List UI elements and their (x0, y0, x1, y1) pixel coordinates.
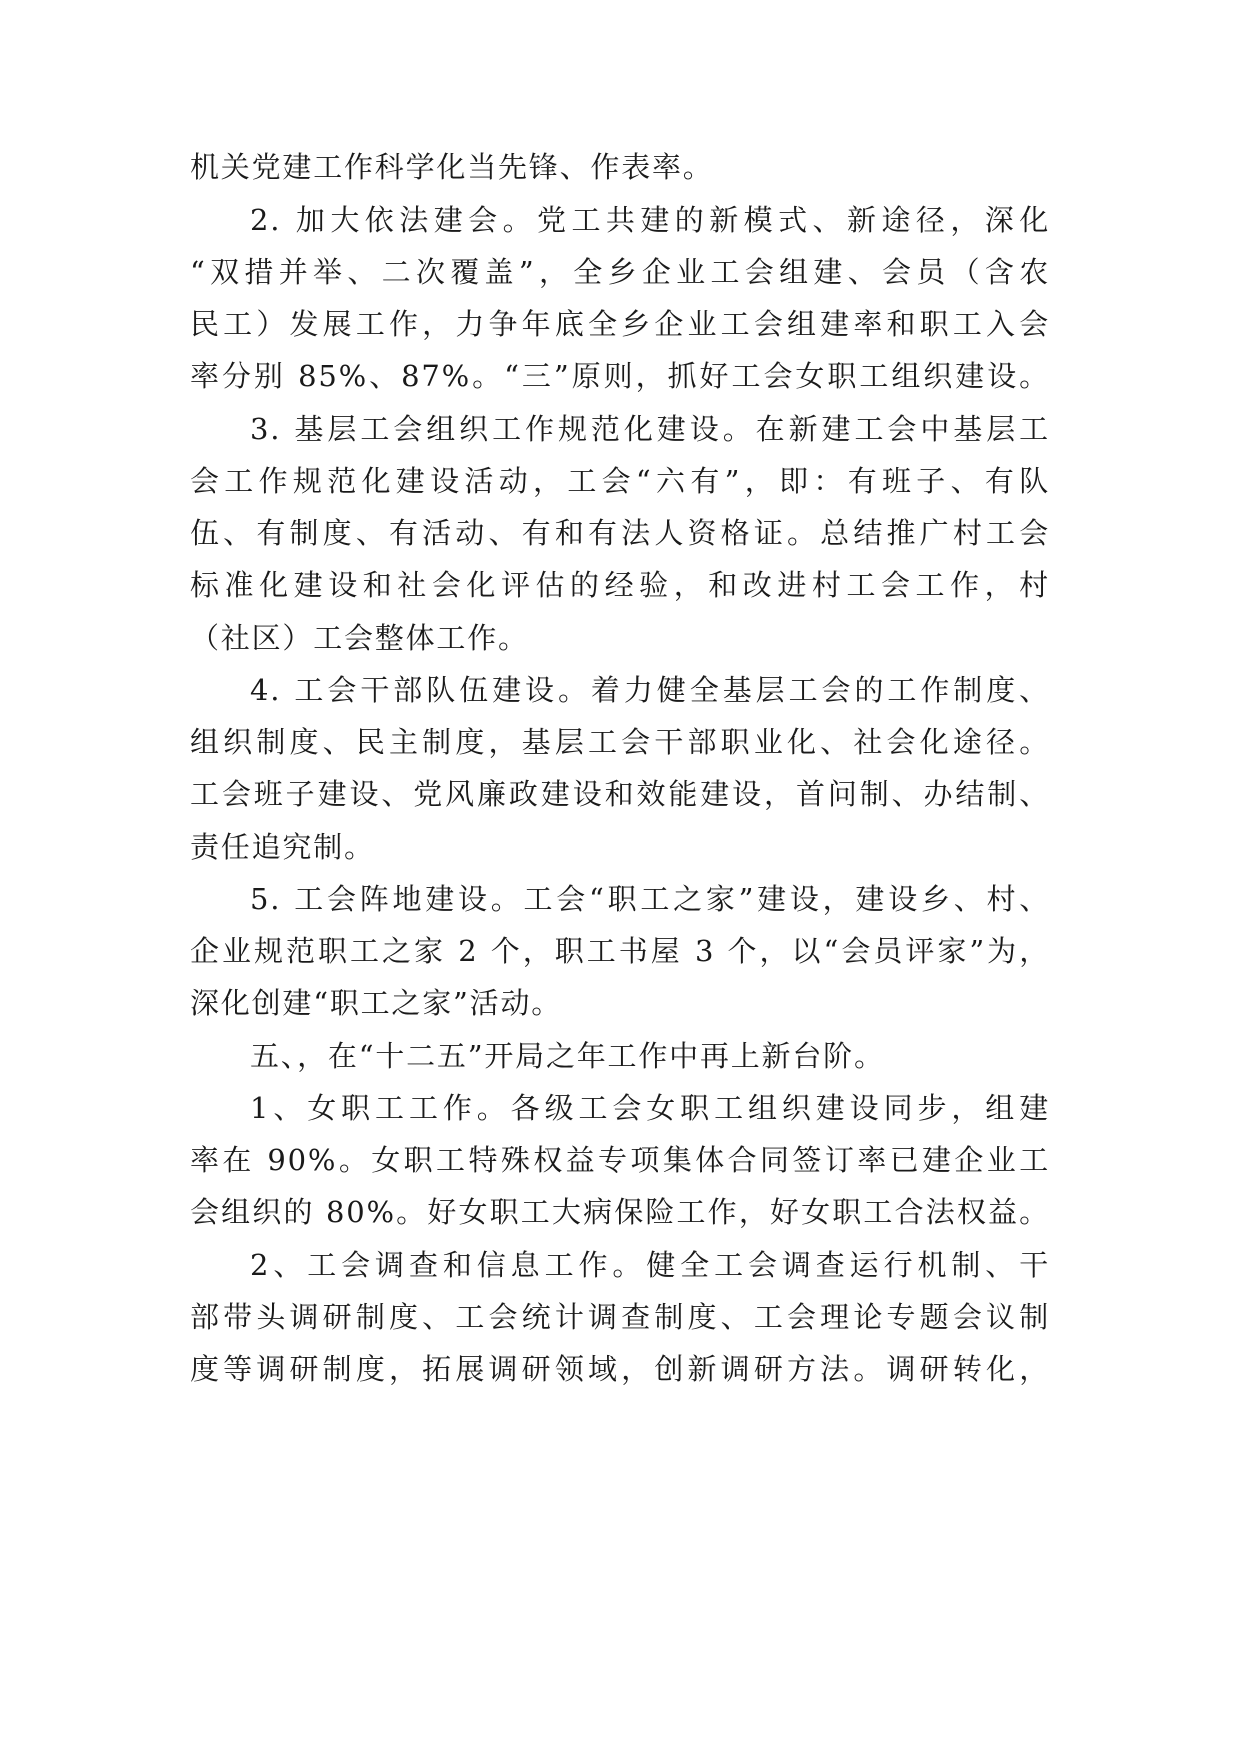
paragraph-start-line: 3. 基层工会组织工作规范化建设。在新建工会中基层工 (250, 412, 1050, 446)
text-line: 部带头调研制度、工会统计调查制度、工会理论专题会议制 (190, 1300, 1050, 1334)
text-line: 深化创建“职工之家”活动。 (190, 986, 563, 1020)
text-line: 机关党建工作科学化当先锋、作表率。 (190, 150, 714, 184)
text-line: 责任追究制。 (190, 830, 375, 864)
text-line: 工会班子建设、党风廉政建设和效能建设，首问制、办结制、 (190, 777, 1050, 811)
text-line: 会组织的 80%。好女职工大病保险工作，好女职工合法权益。 (190, 1195, 1050, 1229)
text-line: “双措并举、二次覆盖”，全乡企业工会组建、会员（含农 (190, 255, 1050, 289)
text-line: 率分别 85%、87%。“三”原则，抓好工会女职工组织建设。 (190, 359, 1050, 393)
paragraph-start-line: 5. 工会阵地建设。工会“职工之家”建设，建设乡、村、 (250, 882, 1050, 916)
paragraph-start-line: 2、工会调查和信息工作。健全工会调查运行机制、干 (250, 1248, 1050, 1282)
paragraph-start-line: 4. 工会干部队伍建设。着力健全基层工会的工作制度、 (250, 673, 1050, 707)
text-line: （社区）工会整体工作。 (190, 621, 529, 655)
text-line: 伍、有制度、有活动、有和有法人资格证。总结推广村工会 (190, 516, 1050, 550)
text-line: 会工作规范化建设活动，工会“六有”，即：有班子、有队 (190, 464, 1050, 498)
text-line: 率在 90%。女职工特殊权益专项集体合同签订率已建企业工 (190, 1143, 1050, 1177)
text-line: 标准化建设和社会化评估的经验，和改进村工会工作，村 (190, 568, 1050, 602)
section-heading: 五、，在“十二五”开局之年工作中再上新台阶。 (250, 1039, 885, 1073)
text-line: 度等调研制度，拓展调研领域，创新调研方法。调研转化， (190, 1352, 1050, 1386)
text-line: 组织制度、民主制度，基层工会干部职业化、社会化途径。 (190, 725, 1050, 759)
text-line: 民工）发展工作，力争年底全乡企业工会组建率和职工入会 (190, 307, 1050, 341)
paragraph-start-line: 2. 加大依法建会。党工共建的新模式、新途径，深化 (250, 203, 1050, 237)
paragraph-start-line: 1、女职工工作。各级工会女职工组织建设同步，组建 (250, 1091, 1050, 1125)
text-line: 企业规范职工之家 2 个，职工书屋 3 个，以“会员评家”为， (190, 934, 1050, 968)
